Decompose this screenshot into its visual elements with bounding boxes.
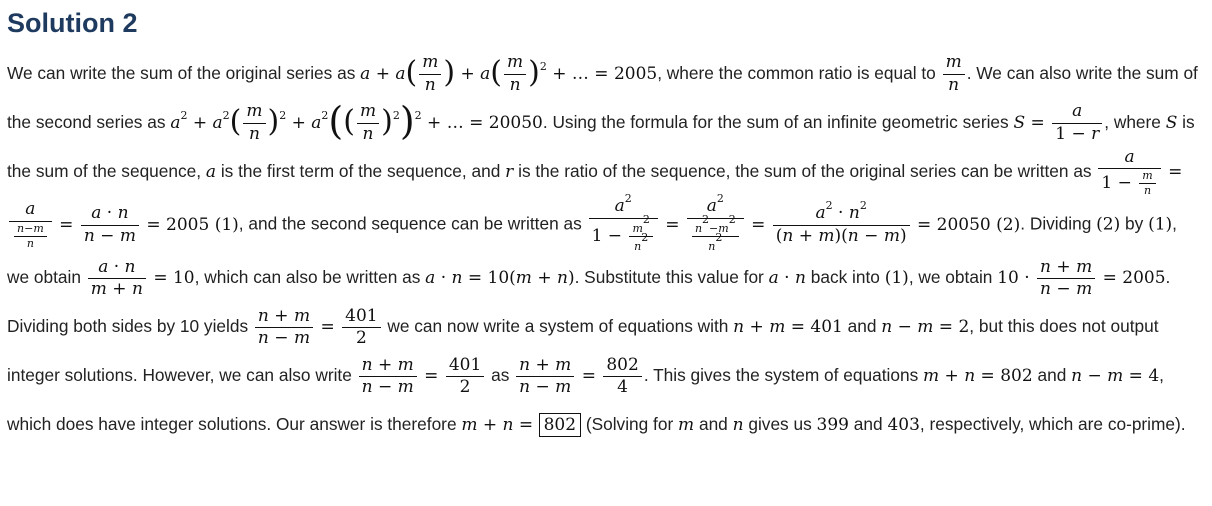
math-infinite-series-formula: S = $\frac{a}{1 - r}$ [1014,113,1105,133]
math-an-expression: a · n = 10(m + n) [425,268,575,289]
solution-paragraph: We can write the sum of the original series as a + a( $\frac{m}{n}$ ) + a( $\frac{m}{n}$ )$^2$ + … = 2005, where the common ratio is equal to $\frac{m}{n}$ . We can also write the sum of the second series as $a^2 + a^2$( $\frac{m}{n}$ )$^2 + a^2$(( $\frac{m}{n}$ )$^2$)$^2$ + … = 20050. Using the formula for the sum of an infinite geometric series S = $\frac{a}{1 - r}$ , where S is the sum of the sequence, a is the first term of the sequence, and r is the ratio of the sequence, the sum of the original series can be written as a 1 − $\frac{m}{n}$ = $\frac{a}{\frac{n-m}{n}}$ = $\frac{a \cdot n}{n - m}$ = 2005 (1), and the second sequence can be written as $a^2$ 1 − $\frac{m^2}{n^2}$ = $\frac{a^2}{\frac{n^2-m^2}{n^2}}$ = $\frac{a^2 \cdot n^2}{(n + m)(n - m)}$ = 20050 (2). Dividing (2) by (1), we obtain $\frac{a \cdot n}{m + n}$ = 10, which can also be written as a · n = 10(m + n). Substitute this value for a · n back into (1), we obtain 10 · $\frac{n + m}{n - m}$ = 2005. Dividing both sides by 10 yields $\frac{n + m}{n - m}$ = $\frac{401}{2}$ we can now write a system of equations with n + m = 401 and n − m = 2, but this does not output integer solutions. However, we can also write $\frac{n + m}{n - m}$ = $\frac{401}{2}$ as $\frac{n + m}{n - m}$ = $\frac{802}{4}$ . This gives the system of equations m + n = 802 and n − m = 4, which does have integer solutions. Our answer is therefore m + n = 802 (Solving for m and n gives us 399 and 403, respectively, which are co-prime). [7,52,1198,436]
math-ratio-802-4: $\frac{n + m}{n - m}$ = $\frac{802}{4}$ [514,366,644,386]
math-second-sum: $a^2$ 1 − $\frac{m^2}{n^2}$ = $\frac{a^2}{\frac{n^2-m^2}{n^2}}$ = $\frac{a^2 \cdot n^2}{(n + m)(n - m)}$ = 20050 (2) [587,215,1021,235]
math-ratio-first: $\frac{n + m}{n - m}$ = $\frac{401}{2}$ [357,366,487,386]
math-original-sum: a 1 − $\frac{m}{n}$ = $\frac{a}{\frac{n-m}{n}}$ = $\frac{a \cdot n}{n - m}$ = 2005 (1) [7,162,1182,235]
math-system-1b: n − m = 2 [881,317,970,338]
math-system-1a: n + m = 401 [733,317,843,338]
math-substitution: 10 · $\frac{n + m}{n - m}$ = 2005 [997,256,1166,300]
math-division-result: $\frac{a \cdot n}{m + n}$ = 10 [86,268,195,288]
math-system-2b: n − m = 4 [1071,366,1160,387]
math-final-answer: m + n = 802 [461,413,581,437]
math-common-ratio: $\frac{m}{n}$ [941,64,967,84]
solution-heading: Solution 2 [7,8,138,38]
math-second-series: $a^2 + a^2$( $\frac{m}{n}$ )$^2 + a^2$(( $\frac{m}{n}$ )$^2$)$^2$ + … = 20050 [170,98,543,144]
math-ratio-401-2: $\frac{n + m}{n - m}$ = $\frac{401}{2}$ [253,317,383,337]
math-system-2a: m + n = 802 [923,366,1033,387]
answer-box: 802 [539,413,581,437]
math-original-series: a + a( $\frac{m}{n}$ ) + a( $\frac{m}{n}$ )$^2$ + … = 2005 [360,52,658,95]
